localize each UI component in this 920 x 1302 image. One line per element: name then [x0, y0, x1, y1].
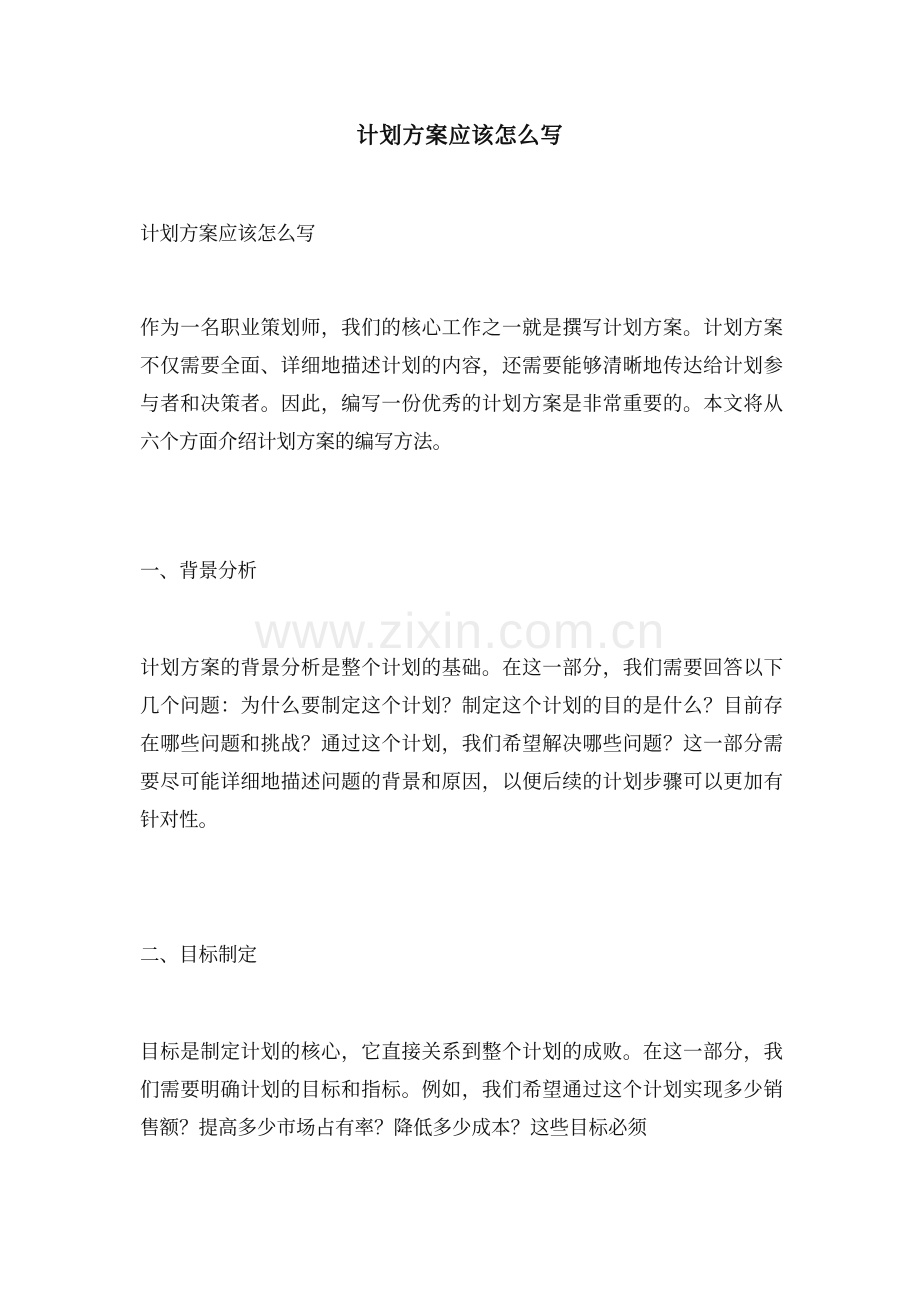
watermark: www.zixin.com.cn: [254, 603, 666, 659]
section-body-background: 计划方案的背景分析是整个计划的基础。在这一部分，我们需要回答以下几个问题：为什么要制定这个计划？制定这个计划的目的是什么？目前存在哪些问题和挑战？通过这个计划，我们希望解决哪些问题？这一部分需要尽可能详细地描述问题的背景和原因，以便后续的计划步骤可以更加有针对性。: [140, 656, 783, 831]
document-title: 计划方案应该怎么写: [356, 123, 564, 149]
section-body-goals: 目标是制定计划的核心，它直接关系到整个计划的成败。在这一部分，我们需要明确计划的目标和指标。例如，我们希望通过这个计划实现多少销售额？提高多少市场占有率？降低多少成本？这些目标必须: [140, 1040, 783, 1139]
section-heading-background: 一、背景分析: [140, 559, 258, 582]
intro-paragraph: 作为一名职业策划师，我们的核心工作之一就是撰写计划方案。计划方案不仅需要全面、详细地描述计划的内容，还需要能够清晰地传达给计划参与者和决策者。因此，编写一份优秀的计划方案是非常重要的。本文将从六个方面介绍计划方案的编写方法。: [140, 316, 783, 453]
section-heading-goals: 二、目标制定: [140, 943, 258, 966]
document-subtitle: 计划方案应该怎么写: [140, 222, 316, 245]
